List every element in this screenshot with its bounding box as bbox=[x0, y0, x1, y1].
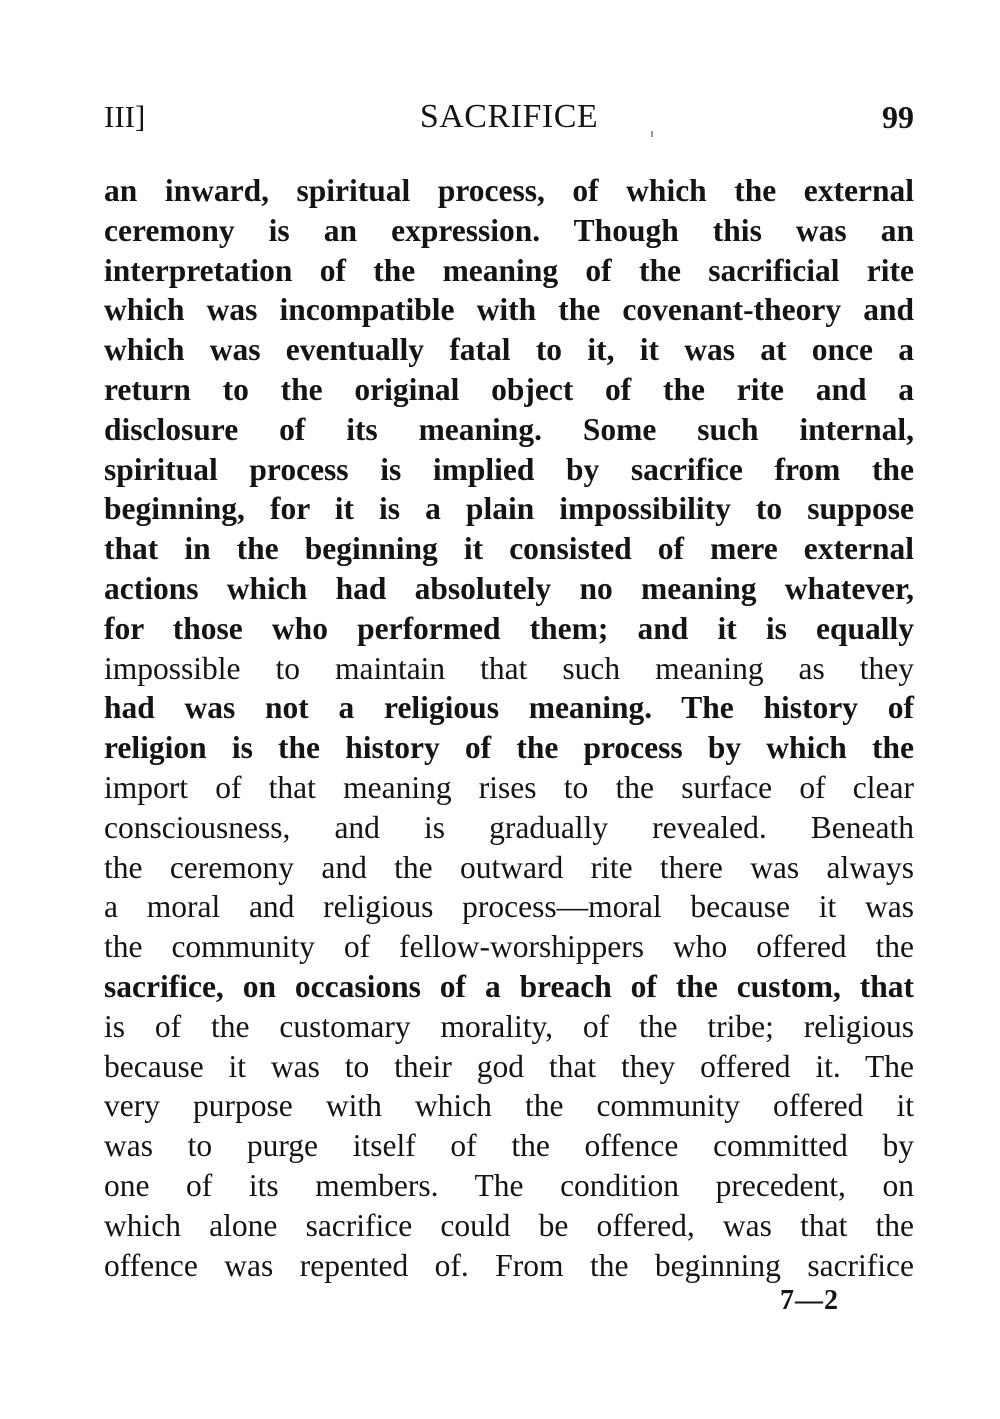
running-header bbox=[104, 94, 914, 140]
text-line: spiritual process is implied by sacrifice from the bbox=[104, 451, 914, 487]
text-line: which was incompatible with the covenant-theory and bbox=[104, 292, 914, 328]
text-line: the ceremony and the outward rite there was always bbox=[104, 849, 914, 885]
text-line: an inward, spiritual process, of which the external bbox=[104, 173, 914, 208]
text-line: because it was to their god that they offered it. The bbox=[104, 1048, 914, 1084]
text-line: sacrifice, on occasions of a breach of the custom, that bbox=[104, 968, 914, 1004]
text-line: the community of fellow-worshippers who offered the bbox=[104, 929, 914, 965]
text-line: impossible to maintain that such meaning as they bbox=[104, 650, 914, 686]
text-line: import of that meaning rises to the surface of clear bbox=[104, 769, 914, 805]
text-line: one of its members. The condition precedent, on bbox=[104, 1167, 914, 1203]
text-line: offence was repented of. From the beginning sacrifice bbox=[104, 1247, 914, 1283]
text-line: was to purge itself of the offence committed by bbox=[104, 1128, 914, 1164]
text-line: ceremony is an expression. Though this was an bbox=[104, 212, 914, 248]
text-line: return to the original object of the rite and a bbox=[104, 371, 914, 407]
print-speck bbox=[651, 131, 653, 137]
body-text bbox=[104, 171, 914, 1285]
text-line: consciousness, and is gradually revealed. Beneath bbox=[104, 809, 914, 845]
text-line: is of the customary morality, of the tribe; religious bbox=[104, 1008, 914, 1044]
text-line: that in the beginning it consisted of mere external bbox=[104, 531, 914, 567]
text-line: for those who performed them; and it is equally bbox=[104, 610, 914, 646]
chapter-number: III] bbox=[104, 99, 146, 134]
signature-mark: 7—2 bbox=[780, 1285, 839, 1316]
text-line: religion is the history of the process by which the bbox=[104, 730, 914, 766]
text-line: very purpose with which the community offered it bbox=[104, 1088, 914, 1124]
text-line: actions which had absolutely no meaning whatever, bbox=[104, 570, 914, 606]
text-line: had was not a religious meaning. The history of bbox=[104, 690, 914, 726]
page-number: 99 bbox=[882, 99, 914, 135]
text-line: which was eventually fatal to it, it was at once a bbox=[104, 332, 914, 368]
text-line: beginning, for it is a plain impossibility to suppose bbox=[104, 491, 914, 527]
text-line: interpretation of the meaning of the sacrificial rite bbox=[104, 252, 914, 288]
running-title: SACRIFICE bbox=[419, 98, 599, 135]
text-line: which alone sacrifice could be offered, was that the bbox=[104, 1207, 914, 1243]
text-line: disclosure of its meaning. Some such internal, bbox=[104, 411, 914, 447]
text-line: a moral and religious process—moral because it was bbox=[104, 889, 914, 925]
